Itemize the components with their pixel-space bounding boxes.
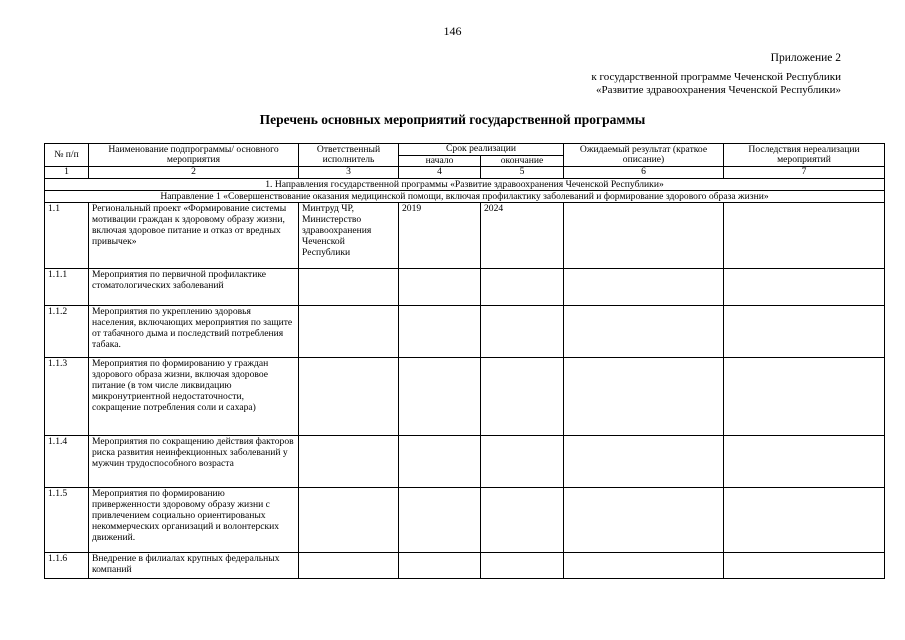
row-result [564,305,724,357]
column-number: 7 [724,167,885,179]
row-name: Мероприятия по первичной профилактике стоматологических заболеваний [89,268,299,305]
row-consequences [724,268,885,305]
row-executor [299,487,399,552]
row-consequences [724,552,885,578]
header-row-1 [45,144,885,156]
document-title: Перечень основных мероприятий государственной программы [259,112,646,127]
column-number: 1 [45,167,89,179]
column-number: 2 [89,167,299,179]
header-period: Срок реализации [399,144,564,156]
row-result [564,552,724,578]
header-result: Ожидаемый результат (краткое описание) [564,144,724,167]
row-end [481,487,564,552]
row-executor: Минтруд ЧР, Министерство здравоохранения Чеченской Республики [299,202,399,268]
row-name: Внедрение в филиалах крупных федеральных компаний [89,552,299,578]
appendix-line-2: «Развитие здравоохранения Чеченской Республики» [595,84,841,96]
header-start: начало [399,155,481,167]
header-num: № п/п [45,144,89,167]
column-number: 3 [299,167,399,179]
row-end [481,435,564,487]
header-consequences: Последствия нереализации мероприятий [724,144,885,167]
row-consequences [724,487,885,552]
row-name: Мероприятия по формированию у граждан здорового образа жизни, включая здоровое питание (в том числе ликвидацию микронутриентной недостаточности, сокращение потребления соли и сахара) [89,357,299,435]
row-name: Региональный проект «Формирование системы мотивации граждан к здоровому образу жизни, включая здоровое питание и отказ от вредных привычек» [89,202,299,268]
row-end: 2024 [481,202,564,268]
measures-table [44,143,885,579]
row-start [399,552,481,578]
row-end [481,305,564,357]
row-start: 2019 [399,202,481,268]
row-end [481,552,564,578]
row-executor [299,435,399,487]
appendix-header [591,52,841,97]
header-end: окончание [481,155,564,167]
row-result [564,202,724,268]
row-executor [299,357,399,435]
column-number: 4 [399,167,481,179]
row-name: Мероприятия по укреплению здоровья населения, включающих мероприятия по защите от табачного дыма и последствий потребления табака. [89,305,299,357]
row-num: 1.1 [45,202,89,268]
row-result [564,435,724,487]
row-start [399,487,481,552]
column-number: 6 [564,167,724,179]
row-consequences [724,305,885,357]
row-result [564,487,724,552]
row-num: 1.1.5 [45,487,89,552]
row-end [481,268,564,305]
direction-title: Направление 1 «Совершенствование оказания медицинской помощи, включая профилактику заболеваний и формирование здорового образа жизни» [45,190,885,202]
table-row [45,487,885,552]
section-row [45,178,885,190]
row-result [564,357,724,435]
direction-row [45,190,885,202]
row-num: 1.1.1 [45,268,89,305]
row-num: 1.1.4 [45,435,89,487]
row-num: 1.1.2 [45,305,89,357]
table-row [45,305,885,357]
row-executor [299,268,399,305]
table-row [45,435,885,487]
row-num: 1.1.6 [45,552,89,578]
row-start [399,435,481,487]
row-end [481,357,564,435]
column-number-row [45,167,885,179]
row-num: 1.1.3 [45,357,89,435]
page-number: 146 [443,24,462,38]
table-row [45,552,885,578]
row-consequences [724,202,885,268]
table-row [45,202,885,268]
section-title: 1. Направления государственной программы «Развитие здравоохранения Чеченской Республики» [45,178,885,190]
row-result [564,268,724,305]
column-number: 5 [481,167,564,179]
row-consequences [724,357,885,435]
table-row [45,357,885,435]
table-row [45,268,885,305]
appendix-line-1: к государственной программе Чеченской Республики [591,71,841,83]
header-name: Наименование подпрограммы/ основного мероприятия [89,144,299,167]
row-start [399,305,481,357]
row-consequences [724,435,885,487]
row-executor [299,305,399,357]
row-name: Мероприятия по сокращению действия факторов риска развития неинфекционных заболеваний у мужчин трудоспособного возраста [89,435,299,487]
row-name: Мероприятия по формированию приверженности здоровому образу жизни с привлечением социально ориентированых некоммерческих организаций и волонтерских движений. [89,487,299,552]
row-start [399,357,481,435]
appendix-title: Приложение 2 [770,52,841,64]
row-executor [299,552,399,578]
header-executor: Ответственный исполнитель [299,144,399,167]
row-start [399,268,481,305]
